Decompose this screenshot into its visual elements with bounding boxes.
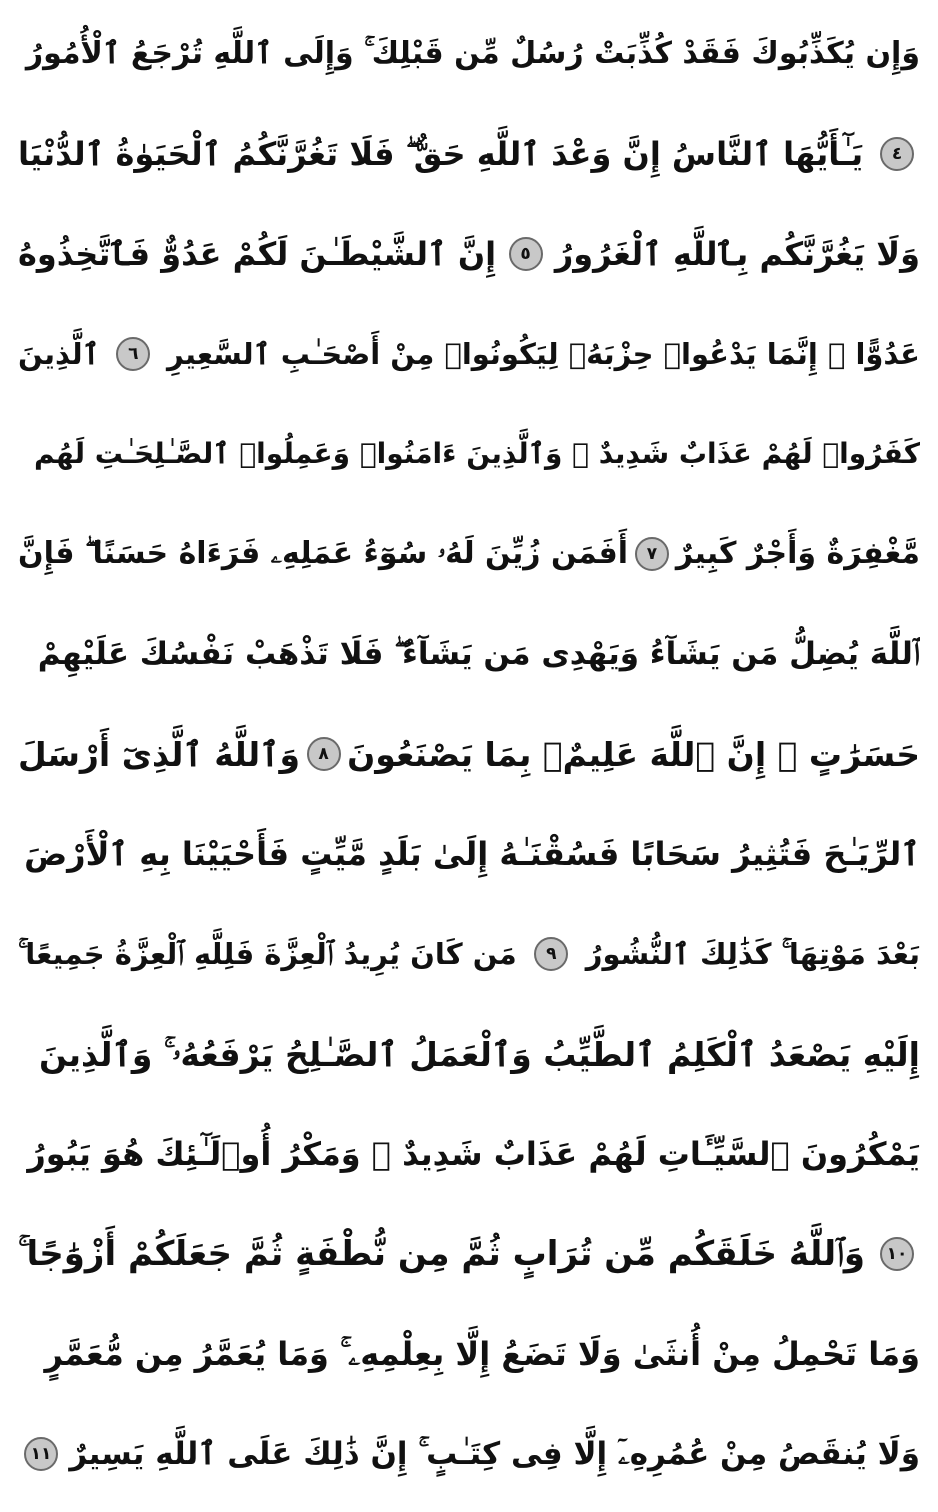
text-line-8: [18, 706, 920, 802]
line-segment: وَٱللَّهُ ٱلَّذِىٓ أَرْسَلَ: [18, 734, 300, 774]
line-segment: ٱلَّذِينَ: [18, 336, 100, 371]
verse-number-marker: ٥: [509, 237, 543, 271]
text-line-6: [18, 506, 920, 602]
verse-number-marker: ٦: [116, 337, 150, 371]
line-segment: حَسَرَٰتٍ ۚ إِنَّ ٱللَّهَ عَلِيمٌۢ بِمَا يَصْنَعُونَ: [347, 734, 920, 774]
verse-number-marker: ٨: [307, 737, 341, 771]
text-line-13: [18, 1206, 920, 1302]
text-line-12: [18, 1106, 920, 1202]
text-line-4: [18, 306, 920, 402]
line-segment: مَّغْفِرَةٌ وَأَجْرٌ كَبِيرٌ: [675, 536, 920, 571]
line-segment: يَـٰٓأَيُّهَا ٱلنَّاسُ إِنَّ وَعْدَ ٱللَّهِ حَقٌّ ۖ فَلَا تَغُرَّنَّكُمُ ٱلْحَيَوٰةُ ٱلدُّنْيَا: [18, 135, 864, 173]
line-segment: ٱلرِّيَـٰحَ فَتُثِيرُ سَحَابًا فَسُقْنَـٰهُ إِلَىٰ بَلَدٍ مَّيِّتٍ فَأَحْيَيْنَا بِهِ ٱلْأَرْضَ: [24, 835, 920, 873]
line-segment: أَفَمَن زُيِّنَ لَهُۥ سُوٓءُ عَمَلِهِۦ فَرَءَاهُ حَسَنًا ۖ فَإِنَّ: [18, 536, 629, 571]
text-line-7: [18, 606, 920, 702]
text-line-10: [18, 906, 920, 1002]
line-segment: إِلَيْهِ يَصْعَدُ ٱلْكَلِمُ ٱلطَّيِّبُ وَٱلْعَمَلُ ٱلصَّـٰلِحُ يَرْفَعُهُۥ ۚ وَٱلَّذِينَ: [38, 1034, 920, 1074]
text-line-3: [18, 206, 920, 302]
verse-number-marker: ١٠: [880, 1237, 914, 1271]
line-segment: وَٱللَّهُ خَلَقَكُم مِّن تُرَابٍ ثُمَّ مِن نُّطْفَةٍ ثُمَّ جَعَلَكُمْ أَزْوَٰجًا ۚ: [18, 1234, 866, 1274]
verse-number-marker: ١١: [24, 1437, 58, 1471]
line-segment: عَدُوًّا ۚ إِنَّمَا يَدْعُوا۟ حِزْبَهُۥ لِيَكُونُوا۟ مِنْ أَصْحَـٰبِ ٱلسَّعِيرِ: [166, 336, 920, 371]
verse-number-marker: ٤: [880, 137, 914, 171]
line-segment: يَمْكُرُونَ ٱلسَّيِّـَٔاتِ لَهُمْ عَذَابٌ شَدِيدٌ ۖ وَمَكْرُ أُو۟لَـٰٓئِكَ هُوَ يَبُورُ: [27, 1135, 920, 1173]
text-line-11: [18, 1006, 920, 1102]
line-segment: وَلَا يَغُرَّنَّكُم بِٱللَّهِ ٱلْغَرُورُ: [554, 235, 920, 273]
text-line-1: [18, 6, 920, 102]
line-segment: وَلَا يُنقَصُ مِنْ عُمُرِهِۦٓ إِلَّا فِى كِتَـٰبٍ ۚ إِنَّ ذَٰلِكَ عَلَى ٱللَّهِ يَسِيرٌ: [69, 1435, 920, 1472]
verse-number-marker: ٧: [635, 537, 669, 571]
text-line-14: [18, 1306, 920, 1402]
text-line-5: [18, 406, 920, 502]
text-line-9: [18, 806, 920, 902]
line-segment: ٱللَّهَ يُضِلُّ مَن يَشَآءُ وَيَهْدِى مَن يَشَآءُ ۖ فَلَا تَذْهَبْ نَفْسُكَ عَلَيْهِمْ: [37, 635, 920, 672]
line-segment: مَن كَانَ يُرِيدُ ٱلْعِزَّةَ فَلِلَّهِ ٱلْعِزَّةُ جَمِيعًا ۚ: [18, 936, 517, 971]
line-segment: وَمَا تَحْمِلُ مِنْ أُنثَىٰ وَلَا تَضَعُ إِلَّا بِعِلْمِهِۦ ۚ وَمَا يُعَمَّرُ مِن مُّعَمَّرٍ: [44, 1335, 920, 1373]
line-segment: كَفَرُوا۟ لَهُمْ عَذَابٌ شَدِيدٌ ۖ وَٱلَّذِينَ ءَامَنُوا۟ وَعَمِلُوا۟ ٱلصَّـٰلِحَـٰتِ لَهُم: [34, 437, 920, 470]
line-segment: بَعْدَ مَوْتِهَا ۚ كَذَٰلِكَ ٱلنُّشُورُ: [585, 936, 920, 971]
line-segment: إِنَّ ٱلشَّيْطَـٰنَ لَكُمْ عَدُوٌّ فَٱتَّخِذُوهُ: [18, 235, 497, 273]
line-segment: وَإِن يُكَذِّبُوكَ فَقَدْ كُذِّبَتْ رُسُلٌ مِّن قَبْلِكَ ۚ وَإِلَى ٱللَّهِ تُرْجَعُ ٱلْأُمُورُ: [25, 36, 920, 71]
verse-number-marker: ٩: [534, 937, 568, 971]
text-line-2: [18, 106, 920, 202]
text-line-15: [18, 1406, 920, 1502]
